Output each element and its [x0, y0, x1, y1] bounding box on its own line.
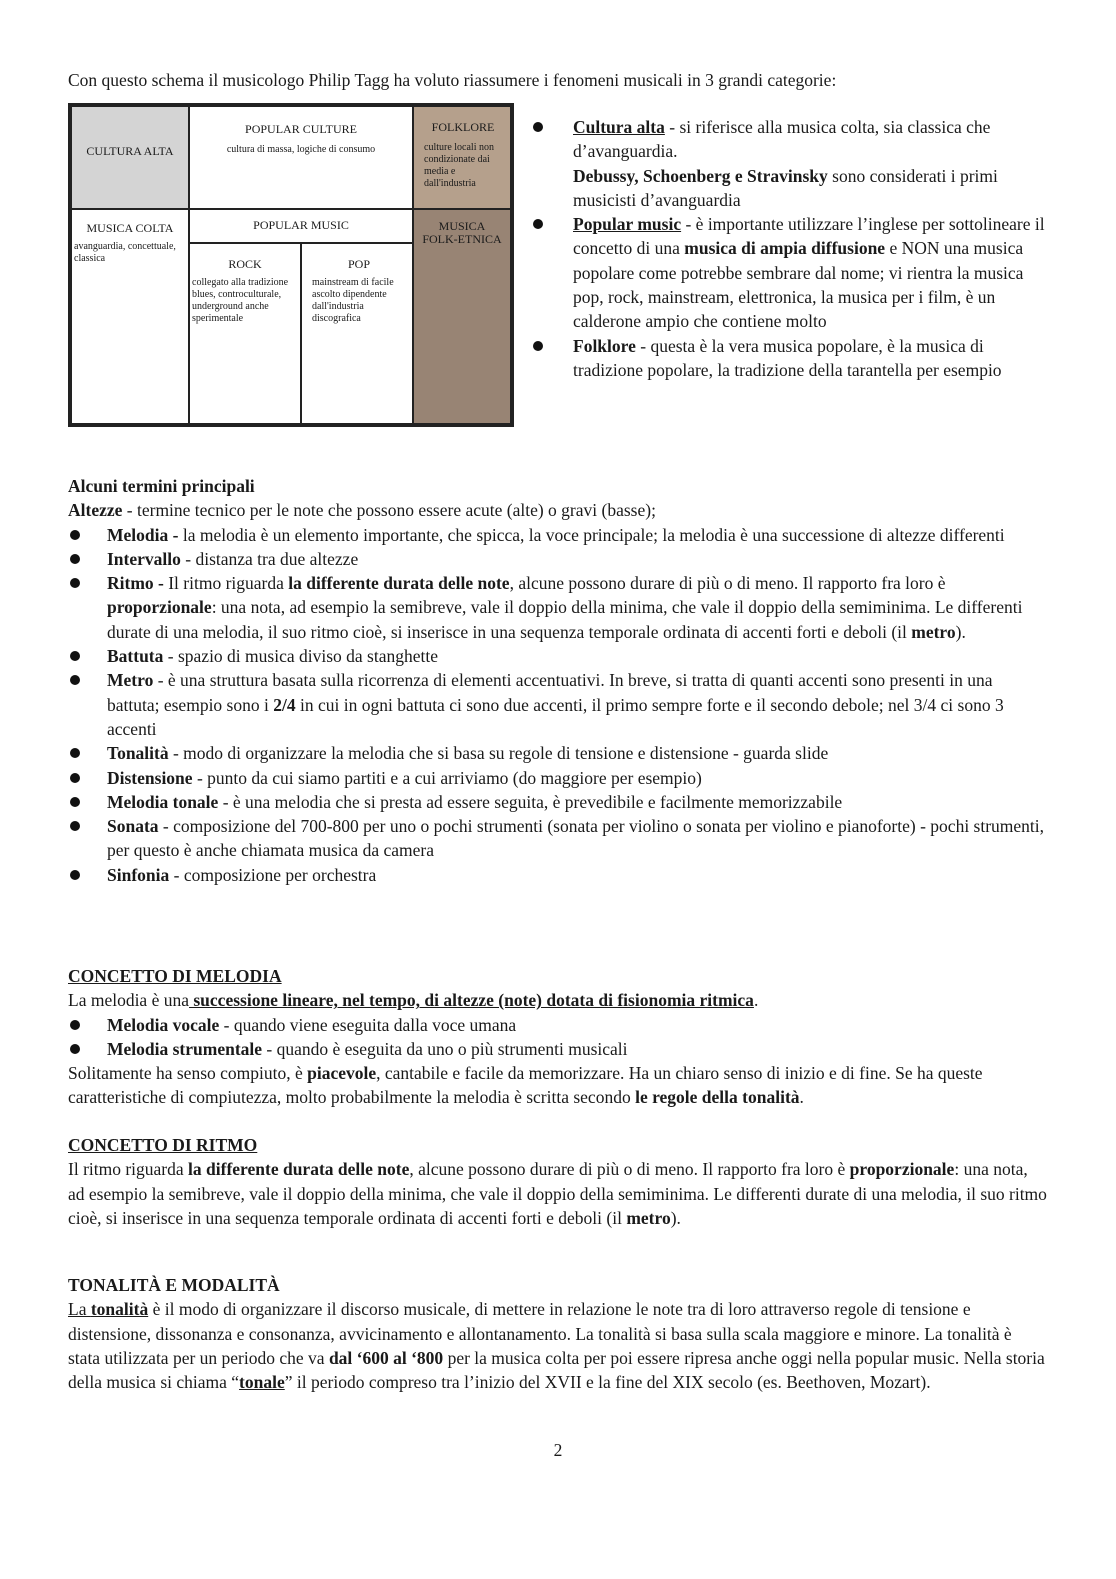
text: - si riferisce alla musica colta, sia classica che d’avanguardia. [573, 117, 991, 162]
text: , alcune possono durare di più o di meno. Il rapporto fra loro è [509, 573, 946, 594]
term: la differente durata delle note [288, 573, 510, 594]
pop-sub: mainstream di facile ascolto dipendente dall'industria discografica [312, 276, 394, 324]
terms-section [68, 474, 1048, 887]
text: ). [670, 1207, 681, 1228]
term: Sonata [107, 816, 159, 837]
term: tonalità [90, 1299, 149, 1320]
text: - quando viene eseguita dalla voce umana [219, 1014, 517, 1035]
cell-folklore [412, 105, 512, 210]
list-item [68, 668, 1048, 741]
cell-musica-folk [412, 208, 512, 425]
folklore-label: FOLKLORE [431, 120, 495, 134]
list-item [531, 334, 1051, 383]
text: La melodia è una [68, 990, 189, 1011]
text: , cantabile e facile da memorizzare. Ha un chiaro senso di inizio e di fine. Se ha queste caratteristiche di compiutezza, molto probabilmente la melodia è scritta secondo [68, 1063, 983, 1108]
cell-popular-culture [188, 105, 414, 210]
term: dal ‘600 al ‘800 [328, 1347, 444, 1368]
text: - quando è eseguita da uno o più strumenti musicali [262, 1038, 628, 1059]
pop-label: POP [347, 257, 370, 271]
categories-list [531, 115, 1051, 382]
popular-music-label: POPULAR MUSIC [253, 218, 349, 232]
cell-cultura-alta [70, 105, 190, 210]
term: successione lineare, nel tempo, di altezze (note) dotata di fisionomia ritmica [189, 990, 754, 1011]
list-item [531, 212, 1051, 333]
term: Sinfonia [107, 864, 170, 885]
text: - punto da cui siamo partiti e a cui arriviamo (do maggiore per esempio) [192, 767, 702, 788]
term: proporzionale [107, 597, 212, 618]
term: Altezze [68, 500, 123, 521]
list-item [68, 523, 1048, 547]
melodia-section [68, 964, 1048, 1110]
text: - è una melodia che si presta ad essere seguita, è prevedibile e facilmente memorizzabile [218, 791, 843, 812]
list-item [68, 863, 1048, 887]
text: - è una struttura basata sulla ricorrenza di elementi accentuativi. In breve, si tratta di quanti accenti sono presenti in una battuta; esempio sono i [107, 670, 993, 715]
text: , alcune possono durare di più o di meno. Il rapporto fra loro è [409, 1159, 850, 1180]
folklore-sub: culture locali non condizionate dai media e dall'industria [424, 141, 494, 189]
text: in cui in ogni battuta ci sono due accenti, il primo sempre forte e il secondo debole; nel 3/4 ci sono 3 accenti [107, 694, 1004, 739]
paragraph [68, 1061, 1048, 1110]
section-heading: Alcuni termini principali [68, 476, 255, 496]
text: - è importante utilizzare l’inglese per sottolineare il concetto di una [573, 214, 1045, 259]
term: Melodia vocale [107, 1014, 220, 1035]
term: Melodia - [107, 524, 179, 545]
list-item [68, 547, 1048, 571]
musica-folk-label: MUSICA FOLK-ETNICA [422, 219, 502, 246]
popular-culture-label: POPULAR CULTURE [245, 122, 357, 136]
paragraph [68, 1157, 1048, 1230]
rock-label: ROCK [228, 257, 262, 271]
melodia-list [68, 1013, 1048, 1062]
rock-sub: collegato alla tradizione blues, controculturale, underground anche sperimentale [192, 276, 289, 324]
term: Intervallo [107, 548, 181, 569]
intro-text: Con questo schema il musicologo Philip Tagg ha voluto riassumere i fenomeni musicali in 3 grandi categorie: [68, 70, 837, 90]
term: Battuta [107, 646, 164, 667]
term: tonale [239, 1372, 285, 1393]
text: Solitamente ha senso compiuto, è [68, 1063, 308, 1084]
text: . [799, 1087, 804, 1108]
term: musica di ampia diffusione [684, 238, 886, 259]
text: - termine tecnico per le note che possono essere acute (alte) o gravi (basse); [122, 500, 656, 521]
cell-musica-colta [70, 208, 190, 425]
list-item [68, 644, 1048, 668]
section-heading: TONALITÀ E MODALITÀ [68, 1275, 280, 1295]
text: - distanza tra due altezze [180, 548, 359, 569]
section-heading: CONCETTO DI MELODIA [68, 966, 282, 986]
cultura-alta-label: CULTURA ALTA [86, 144, 174, 158]
term: metro [911, 621, 956, 642]
term: Melodia strumentale [107, 1038, 263, 1059]
term: metro [626, 1207, 671, 1228]
list-item [68, 741, 1048, 765]
text: la melodia è un elemento importante, che spicca, la voce principale; la melodia è una successione di altezze differenti [178, 524, 1005, 545]
list-item [531, 115, 1051, 212]
text: - questa è la vera musica popolare, è la musica di tradizione popolare, la tradizione della tarantella per esempio [573, 335, 1002, 380]
text: - spazio di musica diviso da stanghette [163, 646, 438, 667]
term: Tonalità [107, 743, 169, 764]
text: per la musica colta per poi essere ripresa anche oggi nella popular music. Nella storia della musica si chiama “ [68, 1347, 1045, 1393]
cell-rock [188, 242, 302, 425]
term: piacevole [307, 1063, 377, 1084]
list-item [68, 1013, 1048, 1037]
cell-popular-music [188, 208, 414, 244]
text: ). [955, 621, 966, 642]
text: e NON una musica popolare come potrebbe sembrare dal nome; vi rientra la musica pop, rock, mainstream, elettronica, la musica per i film, è un calderone ampio che contiene molto [573, 238, 1024, 332]
text: Il ritmo riguarda [163, 573, 289, 594]
text: è il modo di organizzare il discorso musicale, di mettere in relazione le note tra di loro attraverso regole di tensione e distensione, dissonanza e consonanza, avvicinamento e allontanamento. La tonalità si basa sulla scala maggiore e minore. La tonalità è stata utilizzata per un periodo che va [68, 1299, 1012, 1368]
text: Il ritmo riguarda [68, 1159, 189, 1180]
list-item [68, 790, 1048, 814]
term: Folklore [573, 335, 636, 356]
tagg-diagram [68, 103, 514, 427]
term: Popular music [573, 214, 682, 235]
text: sono considerati i primi musicisti d’avanguardia [573, 165, 998, 210]
text: . [753, 990, 759, 1011]
term: Debussy, Schoenberg e Stravinsky [573, 165, 828, 186]
term: Cultura alta [573, 117, 665, 137]
cell-pop [300, 242, 414, 425]
page-number: 2 [553, 1440, 563, 1460]
tonalita-section [68, 1273, 1048, 1394]
term: la differente durata delle note [188, 1159, 410, 1180]
text: ” il periodo compreso tra l’inizio del XVII e la fine del XIX secolo (es. Beethoven, Mozart). [284, 1372, 931, 1393]
list-item [68, 571, 1048, 644]
list-item [68, 814, 1048, 863]
term: Ritmo - [107, 573, 164, 594]
section-heading: CONCETTO DI RITMO [68, 1135, 258, 1155]
text: : una nota, ad esempio la semibreve, vale il doppio della minima, che vale il doppio della semiminima. Le differenti durate di una melodia, il suo ritmo cioè, si inserisce in una sequenza temporale ordinata di accenti forti e deboli (il [107, 597, 1023, 642]
term: proporzionale [849, 1159, 955, 1180]
text: - modo di organizzare la melodia che si basa su regole di tensione e distensione - guarda slide [168, 743, 829, 764]
term: Distensione [107, 767, 193, 788]
term: Melodia tonale [107, 791, 219, 812]
altezze-line [68, 498, 1048, 522]
term: le regole della tonalità [635, 1087, 800, 1108]
paragraph [68, 988, 1048, 1012]
musica-colta-label: MUSICA COLTA [86, 221, 174, 235]
list-item [68, 766, 1048, 790]
text: : una nota, ad esempio la semibreve, vale il doppio della minima, che vale il doppio della semiminima. Le differenti durate di una melodia, il suo ritmo cioè, si inserisce in una sequenza temporale ordinata di accenti forti e deboli (il [68, 1159, 1047, 1228]
text: - composizione del 700-800 per uno o pochi strumenti (sonata per violino o sonata per violino e pianoforte) - pochi strumenti, per questo è anche chiamata musica da camera [107, 816, 1045, 861]
terms-list [68, 523, 1048, 887]
ritmo-section [68, 1133, 1048, 1230]
popular-culture-sub: cultura di massa, logiche di consumo [226, 143, 376, 155]
term: 2/4 [273, 694, 296, 715]
text: La [68, 1299, 91, 1320]
paragraph [68, 1297, 1048, 1394]
list-item [68, 1037, 1048, 1061]
text: - composizione per orchestra [169, 864, 377, 885]
musica-colta-sub: avanguardia, concettuale, classica [74, 240, 176, 264]
term: Metro [107, 670, 154, 691]
